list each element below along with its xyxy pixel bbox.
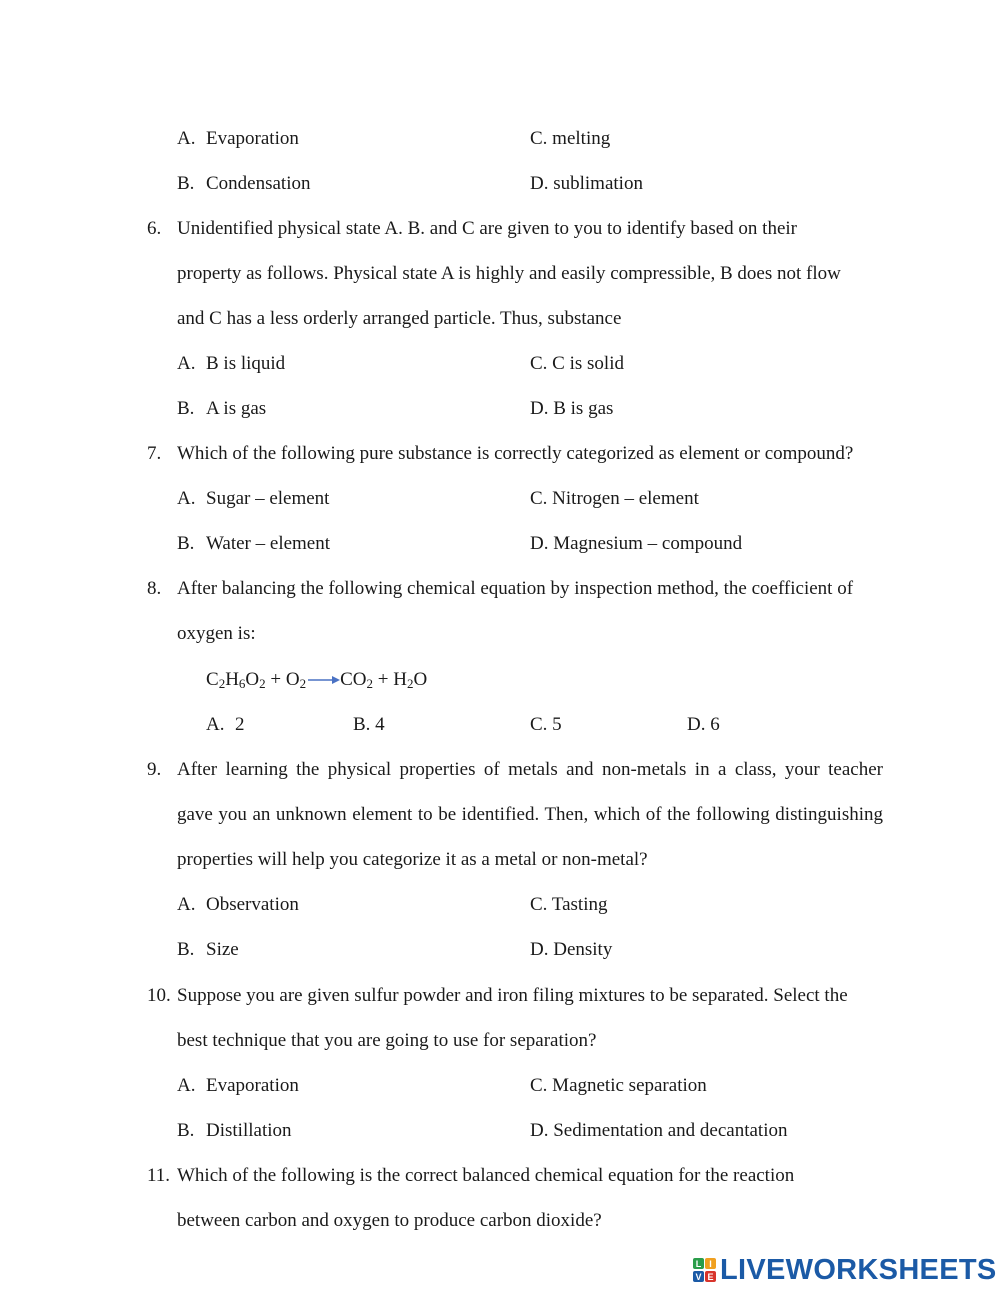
- eq-plus-hydrogen: + H: [373, 669, 407, 690]
- svg-text:V: V: [695, 1272, 702, 1282]
- q8-option-d[interactable]: [687, 713, 720, 737]
- svg-text:L: L: [695, 1259, 702, 1269]
- option-text: Water – element: [206, 533, 331, 554]
- option-letter: B.: [177, 173, 195, 194]
- option-text: D. 6: [687, 714, 720, 735]
- q10-option-a[interactable]: [177, 1074, 299, 1098]
- q10-option-d[interactable]: [530, 1119, 787, 1143]
- question-number: 6.: [147, 218, 162, 239]
- option-letter: B.: [177, 533, 195, 554]
- option-text: Size: [206, 939, 239, 960]
- q10-text-line-1: Suppose you are given sulfur powder and iron filing mixtures to be separated. Select the: [177, 985, 848, 1006]
- option-text: C. Nitrogen – element: [530, 488, 699, 509]
- option-text: B. 4: [353, 714, 385, 735]
- q7-text-line-1: Which of the following pure substance is correctly categorized as element or compound?: [177, 443, 854, 464]
- q11-text-line-1: Which of the following is the correct balanced chemical equation for the reaction: [177, 1165, 795, 1186]
- q5-option-a[interactable]: [177, 127, 299, 151]
- q6-option-d[interactable]: [530, 397, 613, 421]
- option-text: Evaporation: [206, 128, 299, 149]
- q5-option-c[interactable]: [530, 127, 610, 151]
- question-number: 8.: [147, 578, 162, 599]
- q6-option-c[interactable]: [530, 352, 624, 376]
- eq-element: CO: [340, 669, 367, 690]
- chemical-equation: [206, 668, 427, 692]
- q9-option-d[interactable]: [530, 938, 612, 962]
- q6-option-b[interactable]: [177, 397, 266, 421]
- q8-option-a[interactable]: [206, 713, 245, 737]
- eq-subscript: 2: [299, 676, 307, 691]
- q6-text-line-2: property as follows. Physical state A is highly and easily compressible, B does not flow: [177, 263, 841, 284]
- liveworksheets-logo-icon: [692, 1256, 718, 1284]
- option-text: Sugar – element: [206, 488, 330, 509]
- svg-text:I: I: [709, 1259, 712, 1269]
- option-letter: A.: [177, 1075, 196, 1096]
- q9-option-a[interactable]: [177, 893, 299, 917]
- option-letter: B.: [177, 398, 195, 419]
- q9-option-c[interactable]: [530, 893, 608, 917]
- q9-text-line-2: gave you an unknown element to be identified. Then, which of the following distinguishing: [177, 804, 883, 825]
- q8-text-line-2: oxygen is:: [177, 623, 256, 644]
- option-text: D. Magnesium – compound: [530, 533, 743, 554]
- q5-option-b[interactable]: [177, 172, 311, 196]
- option-text: 2: [235, 714, 245, 735]
- option-text: C. Magnetic separation: [530, 1075, 707, 1096]
- option-text: Observation: [206, 894, 299, 915]
- q10-text-line-2: best technique that you are going to use for separation?: [177, 1030, 597, 1051]
- q10-option-c[interactable]: [530, 1074, 707, 1098]
- option-text: A is gas: [206, 398, 267, 419]
- q6-option-a[interactable]: [177, 352, 285, 376]
- q7-option-d[interactable]: [530, 532, 742, 556]
- option-text: Evaporation: [206, 1075, 299, 1096]
- q6-text-line-3: and C has a less orderly arranged particle. Thus, substance: [177, 308, 622, 329]
- eq-subscript: 2: [218, 676, 226, 691]
- option-letter: B.: [177, 1120, 195, 1141]
- option-letter: B.: [177, 939, 195, 960]
- eq-subscript: 6: [238, 676, 246, 691]
- eq-subscript: 2: [406, 676, 414, 691]
- q5-option-d[interactable]: [530, 172, 643, 196]
- q10-option-b[interactable]: [177, 1119, 292, 1143]
- eq-subscript: 2: [366, 676, 373, 691]
- q9-text-line-3: properties will help you categorize it as a metal or non-metal?: [177, 849, 648, 870]
- option-letter: A.: [177, 353, 196, 374]
- eq-element: C: [206, 669, 219, 690]
- option-text: D. Density: [530, 939, 613, 960]
- option-text: D. Sedimentation and decantation: [530, 1120, 788, 1141]
- q6-text-line-1: Unidentified physical state A. B. and C are given to you to identify based on their: [177, 218, 798, 239]
- option-letter: A.: [206, 714, 225, 735]
- eq-element: O: [245, 669, 260, 690]
- question-number: 9.: [147, 759, 162, 780]
- option-letter: A.: [177, 488, 196, 509]
- eq-subscript: 2: [259, 676, 266, 691]
- option-letter: A.: [177, 894, 196, 915]
- question-number: 10.: [147, 985, 171, 1006]
- watermark-text: LIVEWORKSHEETS: [720, 1254, 997, 1286]
- option-text: C. melting: [530, 128, 611, 149]
- option-letter: A.: [177, 128, 196, 149]
- option-text: B is liquid: [206, 353, 286, 374]
- svg-text:E: E: [707, 1272, 714, 1282]
- option-text: C. C is solid: [530, 353, 624, 374]
- question-number: 7.: [147, 443, 162, 464]
- q7-option-b[interactable]: [177, 532, 330, 556]
- eq-element: O: [413, 669, 428, 690]
- option-text: D. B is gas: [530, 398, 614, 419]
- q8-text-line-1: After balancing the following chemical equation by inspection method, the coefficient of: [177, 578, 854, 599]
- reaction-arrow-icon: [306, 668, 340, 692]
- option-text: Condensation: [206, 173, 311, 194]
- option-text: C. Tasting: [530, 894, 608, 915]
- q7-option-c[interactable]: [530, 487, 699, 511]
- option-text: C. 5: [530, 714, 562, 735]
- q7-option-a[interactable]: [177, 487, 329, 511]
- q9-option-b[interactable]: [177, 938, 239, 962]
- eq-plus-oxygen: + O: [265, 669, 300, 690]
- q9-text-line-1: After learning the physical properties of metals and non-metals in a class, your teacher: [177, 759, 883, 780]
- option-text: Distillation: [206, 1120, 292, 1141]
- liveworksheets-watermark: [692, 1254, 997, 1286]
- option-text: D. sublimation: [530, 173, 643, 194]
- q8-option-c[interactable]: [530, 713, 562, 737]
- q8-option-b[interactable]: [353, 713, 385, 737]
- q11-text-line-2: between carbon and oxygen to produce carbon dioxide?: [177, 1210, 602, 1231]
- eq-element: H: [225, 669, 239, 690]
- question-number: 11.: [147, 1165, 171, 1186]
